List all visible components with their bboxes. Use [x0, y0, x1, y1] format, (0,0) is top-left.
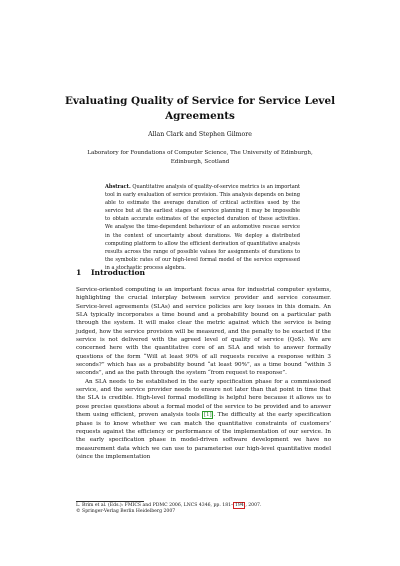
citation-link[interactable]: [1]	[203, 412, 212, 419]
copyright-line: © Springer-Verlag Berlin Heidelberg 2007	[76, 509, 176, 515]
abstract-label: Abstract.	[105, 184, 131, 190]
page-link[interactable]: 194	[234, 503, 244, 508]
abstract	[105, 183, 300, 272]
paragraph-text: . The difficulty at the early specification phase is to know whether we can match the quantitative constraints of customers’ requests against the efficiency or performance of the implementation of our service. In the early specification phase in model-driven software development we have no measurement data which we can use to parameterise our high-level quantitative model (since the implementation	[76, 412, 332, 460]
section-title: Introduction	[91, 268, 146, 277]
section-heading	[76, 268, 145, 277]
paragraph-text: An SLA needs to be established in the early specification phase for a commissioned service, and the service provider needs to ensure not later than that point in time that the SLA is credible. High-level formal modelling is helpful here because it allows us to pose precise questions about a formal model of the service to be provided and to answer them using efficient, proven analysis tools	[76, 378, 331, 419]
publication-info-text: , 2007.	[245, 503, 262, 508]
footnote-rule	[76, 501, 144, 502]
paper-title: Evaluating Quality of Service for Service Level Agreements	[64, 95, 336, 122]
paragraph	[76, 378, 331, 461]
author-affiliation: Laboratory for Foundations of Computer Science, The University of Edinburgh, Edinburgh, Scotland	[87, 150, 313, 165]
abstract-text: Quantitative analysis of quality-of-service metrics is an important tool in early evaluation of service provision. This analysis depends on being able to estimate the average duration of critical activities used by the service but at the earliest stages of service planning it may be impossible to obtain accurate estimates of the expected duration of these activities. We analyse the time-dependent behaviour of an automotive rescue service in the context of uncertainty about durations. We deploy a distributed computing platform to allow the efficient derivation of quantitative analysis results across the range of possible values for assignments of durations to the symbolic rates of our high-level formal model of the service expressed in a stochastic process algebra.	[105, 184, 301, 271]
paragraph: Service-oriented computing is an important focus area for industrial computer systems, highlighting the crucial interplay between service provider and service consumer. Service-level agreements (SLAs) and service policies are key issues in this domain. An SLA typically incorporates a time bound and a probability bound on a particular path through the system. It will make clear the metric against which the service is being judged, how the service provision will be measured, and the penalty to be exacted if the service is not delivered with the agreed level of quality of service (QoS). We are concerned here with the quantitative core of an SLA and wish to answer formally questions of the form “Will at least 90% of all requests receive a response within 3 seconds?” which has as a probability bound “at least 90%”, as a time bound “within 3 seconds”, and as the path through the system “from request to response”.	[76, 287, 331, 377]
copyright-footer	[76, 503, 331, 516]
paper-authors: Allan Clark and Stephen Gilmore	[148, 131, 252, 138]
section-number: 1	[76, 268, 82, 277]
publication-info-text: L. Brim et al. (Eds.): FMICS and PDMC 2006, LNCS 4346, pp. 181–	[76, 503, 234, 508]
section-body	[76, 286, 331, 461]
